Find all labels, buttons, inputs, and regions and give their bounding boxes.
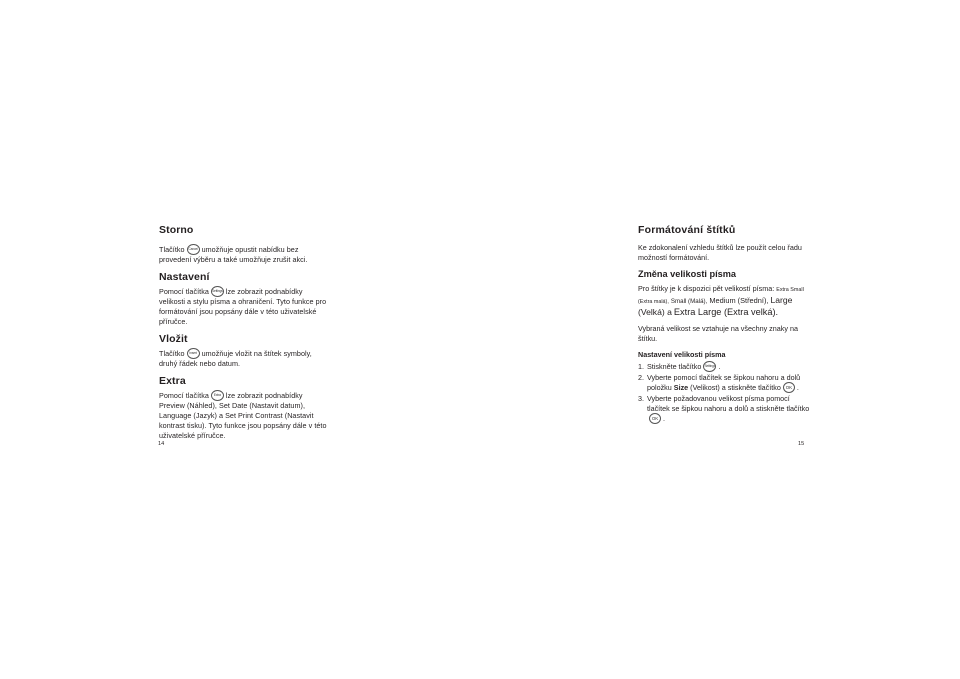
size-note: Vybraná velikost se vztahuje na všechny znaky na štítku. bbox=[638, 324, 798, 343]
paragraph-extra bbox=[159, 391, 329, 441]
settings-button-icon: Settings bbox=[211, 286, 224, 297]
nastaveni-text-after: lze zobrazit podnabídky velikosti a stylu písma a ohraničení. Tyto funkce pro formátování jsou popsány dále v této uživatelské příručce. bbox=[159, 287, 327, 326]
size-extra-small: Extra Small bbox=[776, 287, 804, 293]
vlozit-text-before: Tlačítko bbox=[159, 349, 185, 358]
paragraph-vlozit bbox=[159, 349, 329, 369]
nastaveni-text-before: Pomocí tlačítka bbox=[159, 287, 209, 296]
ok-button-icon: OK bbox=[783, 382, 795, 393]
step-1-number: 1. bbox=[638, 362, 644, 371]
paragraph-nastaveni bbox=[159, 287, 329, 327]
left-column bbox=[159, 224, 329, 447]
storno-text-after: umožňuje opustit nabídku bez provedení výběru a také umožňuje zrušit akci. bbox=[159, 245, 308, 264]
storno-text-before: Tlačítko bbox=[159, 245, 185, 254]
step-2-bold: Size bbox=[673, 383, 689, 392]
procedure-heading: Nastavení velikosti písma bbox=[638, 350, 726, 359]
intro-paragraph: Ke zdokonalení vzhledu štítků lze použít celou řadu možností formátování. bbox=[638, 243, 802, 262]
extra-text-before: Pomocí tlačítka bbox=[159, 391, 209, 400]
extra-button-icon: Extra bbox=[211, 390, 224, 401]
size-medium: Medium (Střední), bbox=[709, 296, 769, 305]
page-number-right: 15 bbox=[798, 441, 805, 447]
size-extra-large: Extra Large (Extra velká). bbox=[673, 307, 779, 317]
size-large-cz: (Velká) a bbox=[638, 307, 672, 317]
step-2-end: . bbox=[796, 383, 799, 392]
step-3-text: Vyberte požadovanou velikost písma pomocí tlačítek se šipkou nahoru a dolů a stiskněte tlačítko bbox=[647, 394, 810, 413]
step-1-text: Stiskněte tlačítko bbox=[647, 362, 702, 371]
step-3-number: 3. bbox=[638, 394, 644, 403]
paragraph-storno bbox=[159, 245, 329, 265]
cancel-button-icon: Cancel bbox=[187, 244, 200, 255]
heading-vlozit: Vložit bbox=[159, 333, 188, 345]
step-2-text-a: Vyberte pomocí tlačítek se šipkou nahoru a dolů položku bbox=[647, 373, 801, 392]
step-2 bbox=[638, 373, 813, 393]
heading-storno: Storno bbox=[159, 224, 194, 236]
vlozit-text-after: umožňuje vložit na štítek symboly, druhý řádek nebo datum. bbox=[159, 349, 312, 368]
insert-button-icon: Insert bbox=[187, 348, 200, 359]
size-small: Small (Malá), bbox=[670, 298, 708, 305]
step-2-text-b: (Velikost) a stiskněte tlačítko bbox=[690, 383, 781, 392]
size-extra-small-cz: (Extra malá), bbox=[638, 299, 669, 305]
size-large: Large bbox=[770, 295, 793, 305]
extra-text-after: lze zobrazit podnabídky Preview (Náhled), Set Date (Nastavit datum), Language (Jazyk) a Set Print Contrast (Nastavit kontrast tisku). Tyto funkce jsou popsány dále v této uživatelské příručce. bbox=[159, 391, 327, 440]
procedure-steps bbox=[638, 362, 813, 424]
right-column bbox=[638, 224, 813, 425]
settings-button-icon: Settings bbox=[703, 361, 716, 372]
right-page bbox=[480, 0, 960, 679]
sizes-intro: Pro štítky je k dispozici pět velikostí písma: bbox=[638, 284, 775, 293]
heading-nastaveni: Nastavení bbox=[159, 271, 210, 283]
sizes-paragraph bbox=[638, 284, 813, 318]
page-number-left: 14 bbox=[158, 441, 165, 447]
step-3 bbox=[638, 394, 813, 424]
step-2-number: 2. bbox=[638, 373, 644, 382]
page-title: Formátování štítků bbox=[638, 224, 736, 236]
heading-size: Změna velikosti písma bbox=[638, 269, 737, 279]
step-3-end: . bbox=[663, 414, 665, 423]
step-1-end: . bbox=[718, 362, 721, 371]
heading-extra: Extra bbox=[159, 375, 186, 387]
ok-button-icon: OK bbox=[649, 413, 661, 424]
step-1 bbox=[638, 362, 813, 372]
